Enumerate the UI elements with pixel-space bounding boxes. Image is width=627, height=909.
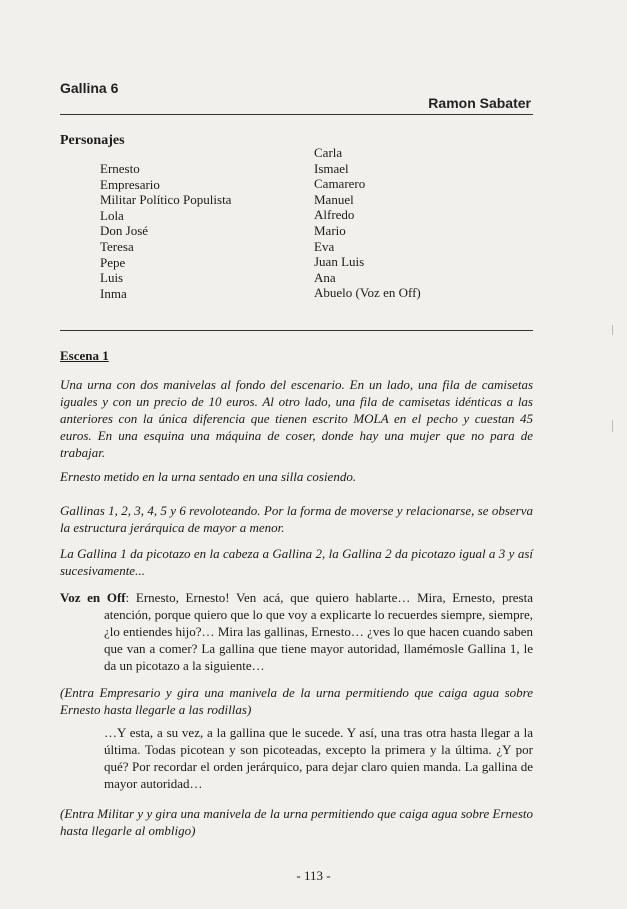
section-divider (60, 330, 533, 331)
speaker-name: Voz en Off (60, 590, 126, 605)
cast-member: Alfredo (314, 207, 355, 223)
cast-list-left (100, 161, 231, 301)
stage-direction: La Gallina 1 da picotazo en la cabeza a Gallina 2, la Gallina 2 da picotazo igual a 3 y así sucesivamente... (60, 546, 533, 578)
dialogue-continuation: …Y esta, a su vez, a la gallina que le sucede. Y así, una tras otra hasta llegar a la última. Todas picotean y son picoteadas, excepto la primera y la última. ¿Y por qué? Por recordar el orden jerárquico, para dejar claro quien manda. La gallina de mayor autoridad… (104, 725, 533, 791)
dialogue-block (60, 589, 533, 674)
cast-member: Mario (314, 222, 346, 238)
play-title: Gallina 6 (60, 80, 119, 96)
cast-member: Abuelo (Voz en Off) (314, 285, 421, 301)
cast-member: Inma (100, 285, 127, 301)
cast-member: Eva (314, 238, 335, 254)
cast-list-right (314, 145, 421, 301)
scene-heading: Escena 1 (60, 348, 109, 363)
cast-member: Camarero (314, 176, 366, 192)
cast-member: Luis (100, 270, 124, 286)
cast-member: Ismael (314, 160, 349, 176)
page-number: - 113 - (296, 868, 331, 883)
cast-member: Lola (100, 207, 124, 223)
cast-member: Militar Político Populista (100, 192, 232, 208)
cast-member: Teresa (100, 238, 134, 254)
dialogue-text: : Ernesto, Ernesto! Ven acá, que quiero hablarte… Mira, Ernesto, presta atención, porque quiero que lo que voy a explicarte lo recuerdes siempre, siempre, ¿lo entiendes hijo?… Mira las gallinas, Ernesto… ¿ves lo que hacen cuando saben que van a comer? La gallina que tiene mayor autoridad, llamémosle Gallina 1, le da un picotazo a la siguiente… (104, 590, 533, 673)
cast-member: Juan Luis (314, 254, 365, 270)
cast-member: Carla (314, 145, 343, 160)
header-divider (60, 114, 533, 115)
cast-member: Empresario (100, 176, 160, 192)
scan-mark (612, 420, 613, 432)
cast-member: Pepe (100, 254, 126, 270)
stage-direction: (Entra Empresario y gira una manivela de la urna permitiendo que caiga agua sobre Ernesto hasta llegarle a las rodillas) (60, 685, 533, 717)
cast-member: Ana (314, 269, 336, 285)
author-name: Ramon Sabater (428, 95, 531, 111)
stage-direction: Una urna con dos manivelas al fondo del escenario. En un lado, una fila de camisetas iguales y con un precio de 10 euros. Al otro lado, una fila de camisetas idénticas a las anteriores con la única diferencia que tienen escrito MOLA en el pecho y cuestan 45 euros. En una esquina una máquina de coser, donde hay una mujer que no para de trabajar. (60, 377, 533, 460)
cast-member: Ernesto (100, 161, 140, 176)
stage-direction: Gallinas 1, 2, 3, 4, 5 y 6 revoloteando. Por la forma de moverse y relacionarse, se observa la estructura jerárquica de mayor a menor. (60, 503, 533, 535)
cast-heading: Personajes (60, 133, 125, 148)
cast-member: Manuel (314, 191, 354, 207)
cast-member: Don José (100, 223, 149, 239)
scan-mark (612, 325, 613, 335)
stage-direction: Ernesto metido en la urna sentado en una silla cosiendo. (60, 469, 357, 484)
stage-direction: (Entra Militar y y gira una manivela de la urna permitiendo que caiga agua sobre Ernesto hasta llegarle al ombligo) (60, 806, 533, 838)
